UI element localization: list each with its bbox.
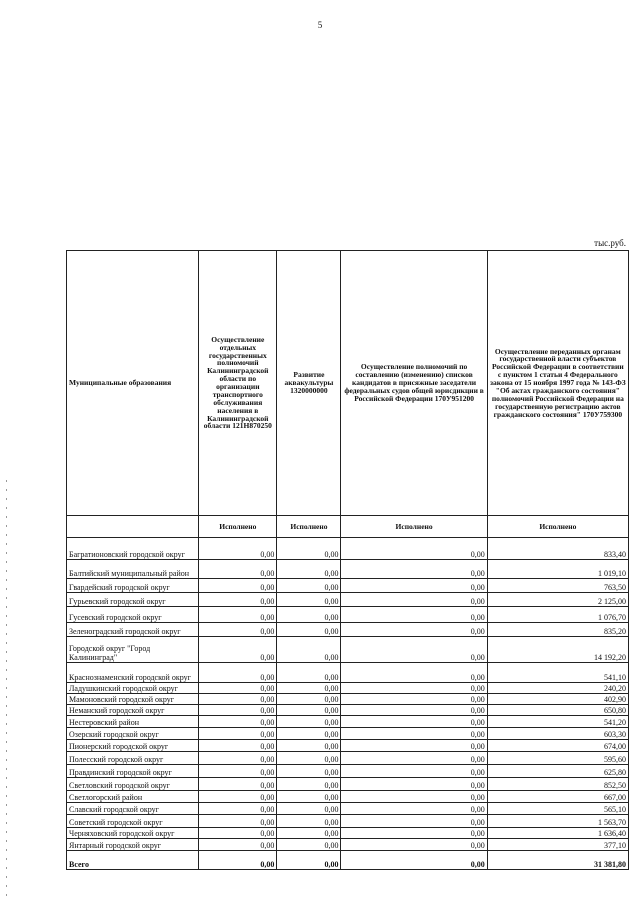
cell-transport: 0,00 <box>199 694 277 705</box>
cell-jury-lists: 0,00 <box>341 623 487 637</box>
row-municipality: Пионерский городской округ <box>67 740 199 752</box>
cell-transport: 0,00 <box>199 778 277 791</box>
cell-transport: 0,00 <box>199 705 277 716</box>
cell-jury-lists: 0,00 <box>341 791 487 803</box>
cell-transport: 0,00 <box>199 683 277 694</box>
table-row <box>67 538 629 560</box>
cell-aquaculture: 0,00 <box>277 803 341 815</box>
row-municipality: Черняховский городской округ <box>67 828 199 839</box>
cell-aquaculture: 0,00 <box>277 791 341 803</box>
cell-jury-lists: 0,00 <box>341 740 487 752</box>
table-row <box>67 765 629 778</box>
header-civil-registration: Осуществление переданных органам государственной власти субъектов Российской Федерации в соответствии с пунктом 1 статьи 4 Федерального закона от 15 ноября 1997 года № 143-ФЗ "Об актах гражданского состояния" полномочий Российской Федерации на государственную регистрацию актов гражданского состояния" 170У759300 <box>487 251 628 516</box>
row-municipality: Светлогорский район <box>67 791 199 803</box>
total-civil-registration: 31 381,80 <box>487 851 628 870</box>
cell-aquaculture: 0,00 <box>277 815 341 828</box>
cell-civil-registration: 1 019,10 <box>487 560 628 579</box>
row-municipality: Ладушкинский городской округ <box>67 683 199 694</box>
row-municipality: Гвардейский городской округ <box>67 579 199 593</box>
table-row <box>67 839 629 851</box>
cell-jury-lists: 0,00 <box>341 683 487 694</box>
row-municipality: Неманский городской округ <box>67 705 199 716</box>
cell-jury-lists: 0,00 <box>341 663 487 683</box>
row-municipality: Светловский городской округ <box>67 778 199 791</box>
table-row <box>67 560 629 579</box>
cell-jury-lists: 0,00 <box>341 828 487 839</box>
cell-civil-registration: 625,80 <box>487 765 628 778</box>
cell-aquaculture: 0,00 <box>277 728 341 740</box>
cell-aquaculture: 0,00 <box>277 623 341 637</box>
cell-transport: 0,00 <box>199 623 277 637</box>
row-municipality: Гусевский городской округ <box>67 607 199 623</box>
cell-transport: 0,00 <box>199 728 277 740</box>
cell-aquaculture: 0,00 <box>277 839 341 851</box>
table-row <box>67 623 629 637</box>
cell-transport: 0,00 <box>199 828 277 839</box>
subheader-executed: Исполнено <box>341 516 487 538</box>
table-row <box>67 803 629 815</box>
subheader-executed: Исполнено <box>277 516 341 538</box>
table-row <box>67 740 629 752</box>
cell-aquaculture: 0,00 <box>277 752 341 765</box>
header-row <box>67 251 629 516</box>
cell-jury-lists: 0,00 <box>341 607 487 623</box>
cell-jury-lists: 0,00 <box>341 593 487 607</box>
cell-aquaculture: 0,00 <box>277 765 341 778</box>
cell-jury-lists: 0,00 <box>341 705 487 716</box>
cell-jury-lists: 0,00 <box>341 839 487 851</box>
cell-civil-registration: 1 563,70 <box>487 815 628 828</box>
table-row <box>67 828 629 839</box>
table-row <box>67 637 629 663</box>
cell-aquaculture: 0,00 <box>277 694 341 705</box>
cell-transport: 0,00 <box>199 815 277 828</box>
cell-civil-registration: 1 636,40 <box>487 828 628 839</box>
subheader-row <box>67 516 629 538</box>
cell-aquaculture: 0,00 <box>277 579 341 593</box>
header-municipal: Муниципальные образования <box>67 251 199 516</box>
cell-jury-lists: 0,00 <box>341 778 487 791</box>
row-municipality: Полесский городской округ <box>67 752 199 765</box>
cell-civil-registration: 377,10 <box>487 839 628 851</box>
cell-transport: 0,00 <box>199 716 277 728</box>
table-row <box>67 579 629 593</box>
cell-jury-lists: 0,00 <box>341 803 487 815</box>
cell-civil-registration: 603,30 <box>487 728 628 740</box>
cell-jury-lists: 0,00 <box>341 637 487 663</box>
cell-civil-registration: 833,40 <box>487 538 628 560</box>
table-row <box>67 815 629 828</box>
table-row <box>67 607 629 623</box>
cell-aquaculture: 0,00 <box>277 740 341 752</box>
cell-transport: 0,00 <box>199 538 277 560</box>
subheader-empty <box>67 516 199 538</box>
cell-transport: 0,00 <box>199 560 277 579</box>
cell-transport: 0,00 <box>199 839 277 851</box>
total-jury-lists: 0,00 <box>341 851 487 870</box>
cell-aquaculture: 0,00 <box>277 593 341 607</box>
table-row <box>67 683 629 694</box>
cell-jury-lists: 0,00 <box>341 694 487 705</box>
cell-civil-registration: 541,20 <box>487 716 628 728</box>
table-row <box>67 694 629 705</box>
total-label: Всего <box>67 851 199 870</box>
cell-transport: 0,00 <box>199 740 277 752</box>
row-municipality: Багратионовский городской округ <box>67 538 199 560</box>
cell-aquaculture: 0,00 <box>277 663 341 683</box>
header-aquaculture: Развитие аквакультуры 1320000000 <box>277 251 341 516</box>
row-municipality: Советский городской округ <box>67 815 199 828</box>
cell-civil-registration: 595,60 <box>487 752 628 765</box>
cell-transport: 0,00 <box>199 579 277 593</box>
cell-civil-registration: 541,10 <box>487 663 628 683</box>
cell-aquaculture: 0,00 <box>277 705 341 716</box>
row-municipality: Городской округ "Город Калининград" <box>67 637 199 663</box>
cell-transport: 0,00 <box>199 752 277 765</box>
row-municipality: Гурьевский городской округ <box>67 593 199 607</box>
scan-artifact <box>6 480 7 900</box>
cell-civil-registration: 2 125,00 <box>487 593 628 607</box>
cell-civil-registration: 240,20 <box>487 683 628 694</box>
cell-civil-registration: 835,20 <box>487 623 628 637</box>
cell-transport: 0,00 <box>199 803 277 815</box>
table-row <box>67 716 629 728</box>
table-row <box>67 663 629 683</box>
table-row <box>67 705 629 716</box>
cell-civil-registration: 650,80 <box>487 705 628 716</box>
cell-jury-lists: 0,00 <box>341 752 487 765</box>
table-row <box>67 778 629 791</box>
table-body <box>67 538 629 851</box>
cell-aquaculture: 0,00 <box>277 538 341 560</box>
cell-aquaculture: 0,00 <box>277 828 341 839</box>
cell-jury-lists: 0,00 <box>341 538 487 560</box>
row-municipality: Славский городской округ <box>67 803 199 815</box>
row-municipality: Краснознаменский городской округ <box>67 663 199 683</box>
row-municipality: Правдинский городской округ <box>67 765 199 778</box>
row-municipality: Балтийский муниципальный район <box>67 560 199 579</box>
cell-aquaculture: 0,00 <box>277 716 341 728</box>
report-table <box>66 250 629 870</box>
cell-jury-lists: 0,00 <box>341 579 487 593</box>
row-municipality: Озерский городской округ <box>67 728 199 740</box>
cell-transport: 0,00 <box>199 607 277 623</box>
table-row <box>67 752 629 765</box>
cell-civil-registration: 852,50 <box>487 778 628 791</box>
cell-civil-registration: 763,50 <box>487 579 628 593</box>
cell-civil-registration: 565,10 <box>487 803 628 815</box>
header-jury-lists: Осуществление полномочий по составлению (изменению) списков кандидатов в присяжные заседатели федеральных судов общей юрисдикции в Российской Федерации 170У951200 <box>341 251 487 516</box>
cell-transport: 0,00 <box>199 791 277 803</box>
subheader-executed: Исполнено <box>487 516 628 538</box>
cell-civil-registration: 402,90 <box>487 694 628 705</box>
cell-civil-registration: 674,00 <box>487 740 628 752</box>
cell-jury-lists: 0,00 <box>341 728 487 740</box>
cell-aquaculture: 0,00 <box>277 607 341 623</box>
cell-civil-registration: 1 076,70 <box>487 607 628 623</box>
cell-aquaculture: 0,00 <box>277 560 341 579</box>
subheader-executed: Исполнено <box>199 516 277 538</box>
cell-aquaculture: 0,00 <box>277 778 341 791</box>
table-row <box>67 728 629 740</box>
table-row <box>67 593 629 607</box>
row-municipality: Нестеровский район <box>67 716 199 728</box>
cell-transport: 0,00 <box>199 637 277 663</box>
row-municipality: Зеленоградский городской округ <box>67 623 199 637</box>
cell-transport: 0,00 <box>199 593 277 607</box>
total-row <box>67 851 629 870</box>
table-row <box>67 791 629 803</box>
page-number: 5 <box>317 20 323 30</box>
unit-label: тыс.руб. <box>594 238 626 248</box>
cell-civil-registration: 667,00 <box>487 791 628 803</box>
cell-aquaculture: 0,00 <box>277 637 341 663</box>
row-municipality: Мамоновский городской округ <box>67 694 199 705</box>
cell-jury-lists: 0,00 <box>341 716 487 728</box>
cell-transport: 0,00 <box>199 765 277 778</box>
total-aquaculture: 0,00 <box>277 851 341 870</box>
total-transport: 0,00 <box>199 851 277 870</box>
cell-jury-lists: 0,00 <box>341 560 487 579</box>
cell-jury-lists: 0,00 <box>341 815 487 828</box>
cell-aquaculture: 0,00 <box>277 683 341 694</box>
header-transport: Осуществление отдельных государственных полномочий Калининградской области по организации транспортного обслуживания населения в Калининградской области 121Н870250 <box>199 251 277 516</box>
cell-civil-registration: 14 192,20 <box>487 637 628 663</box>
cell-jury-lists: 0,00 <box>341 765 487 778</box>
row-municipality: Янтарный городской округ <box>67 839 199 851</box>
cell-transport: 0,00 <box>199 663 277 683</box>
